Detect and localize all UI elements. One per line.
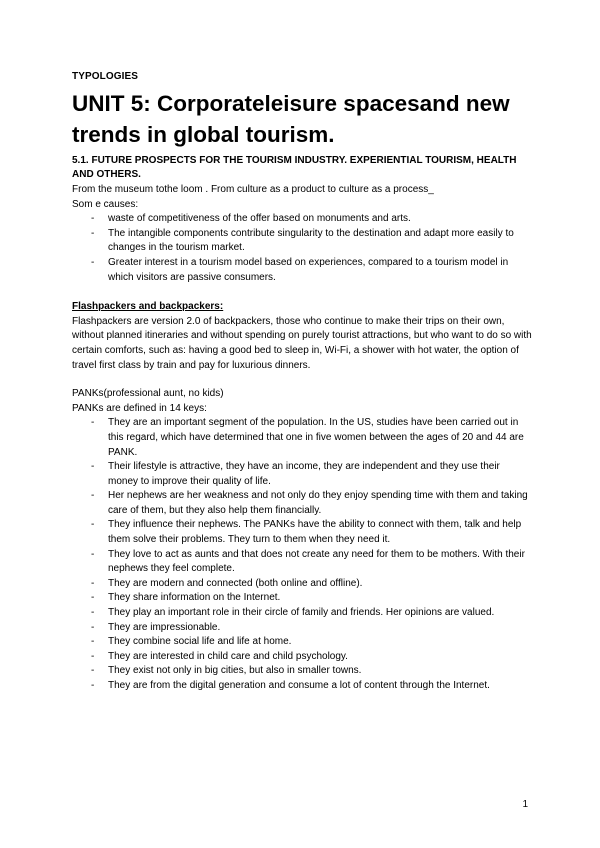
list-item: - They exist not only in big cities, but also in smaller towns.: [72, 664, 532, 679]
list-item: - They combine social life and life at home.: [72, 635, 532, 650]
kicker: TYPOLOGIES: [72, 71, 139, 82]
flashpackers-body: Flashpackers are version 2.0 of backpackers, those who continue to make their trips on their own, without planned itineraries and without spending on purely tourist attractions, but who want to do so with certain comforts, such as: having a good bed to sleep in, Wi-Fi, a shower with hot water, the option of travel first class by train and pay for luxurious dinners.: [72, 315, 532, 371]
document-page: [72, 71, 532, 694]
section-intro: From the museum tothe loom . From culture as a product to culture as a process_: [72, 184, 434, 195]
flashpackers-heading: Flashpackers and backpackers:: [72, 301, 224, 313]
list-item: - They are from the digital generation and consume a lot of content through the Internet.: [72, 679, 532, 694]
list-item: - Their lifestyle is attractive, they have an income, they are independent and they use their money to improve their quality of life.: [72, 460, 532, 489]
list-item: - They influence their nephews. The PANKs have the ability to connect with them, talk and help them solve their problems. They turn to them when they need it.: [72, 518, 532, 547]
list-item: - They play an important role in their circle of family and friends. Her opinions are valued.: [72, 606, 532, 621]
list-item: - Greater interest in a tourism model based on experiences, compared to a tourism model in which visitors are passive consumers.: [72, 256, 532, 285]
list-item: - They are interested in child care and child psychology.: [72, 650, 532, 665]
list-item: - They love to act as aunts and that does not create any need for them to be mothers. With their nephews they feel complete.: [72, 548, 532, 577]
causes-label: Som e causes:: [72, 198, 139, 210]
list-item: - They are an important segment of the population. In the US, studies have been carried out in this regard, which have determined that one in five women between the ages of 20 and 44 are PANK.: [72, 416, 532, 460]
section-heading: 5.1. FUTURE PROSPECTS FOR THE TOURISM INDUSTRY. EXPERIENTIAL TOURISM, HEALTH AND OTHERS.: [72, 155, 517, 180]
list-item: - They share information on the Internet.: [72, 591, 532, 606]
causes-list: [72, 212, 532, 285]
panks-keys-list: [72, 416, 532, 693]
panks-intro: PANKs are defined in 14 keys:: [72, 402, 207, 414]
page-number: 1: [522, 799, 528, 810]
list-item: - They are modern and connected (both online and offline).: [72, 577, 532, 592]
panks-title: PANKs(professional aunt, no kids): [72, 388, 224, 400]
list-item: - They are impressionable.: [72, 621, 532, 636]
list-item: - waste of competitiveness of the offer based on monuments and arts.: [72, 212, 532, 227]
list-item: - Her nephews are her weakness and not only do they enjoy spending time with them and taking care of them, but they also help them financially.: [72, 489, 532, 518]
list-item: - The intangible components contribute singularity to the destination and adapt more easily to changes in the tourism market.: [72, 227, 532, 256]
unit-title: UNIT 5: Corporateleisure spacesand new trends in global tourism.: [72, 91, 510, 147]
